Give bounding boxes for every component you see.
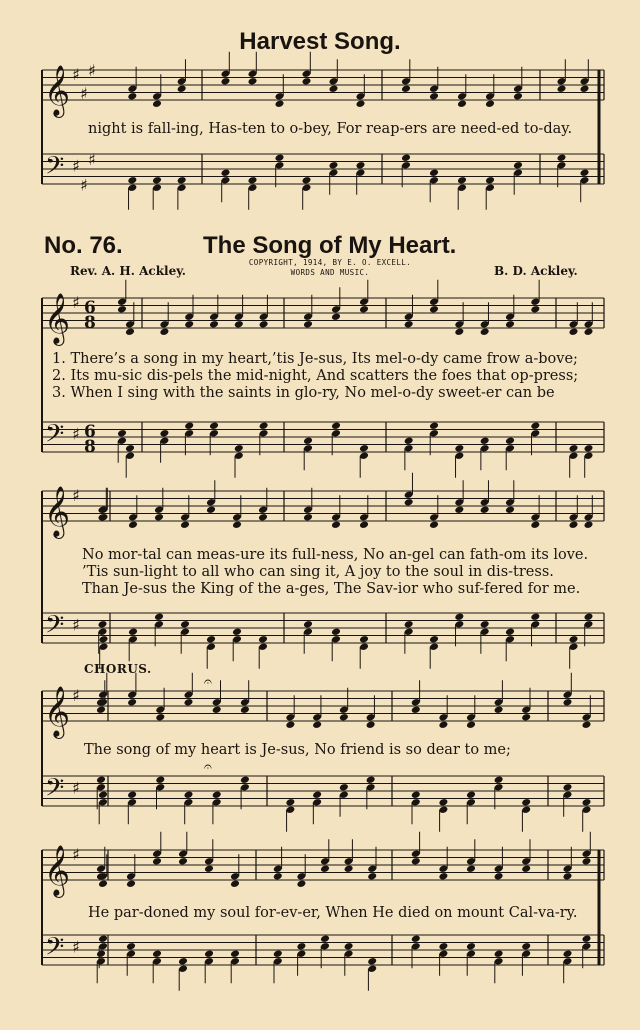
note-head	[127, 176, 137, 185]
note-head	[359, 444, 369, 453]
note-head	[98, 934, 108, 943]
note-head	[569, 635, 579, 644]
note-head	[563, 949, 573, 958]
note-head	[569, 444, 579, 453]
note-head	[401, 153, 411, 162]
note-head	[521, 713, 531, 722]
note-head	[494, 775, 504, 784]
note-head	[356, 99, 366, 108]
note-head	[127, 92, 137, 101]
note-head	[530, 612, 540, 621]
sharp-icon: ♯	[72, 686, 80, 705]
note-head	[296, 942, 306, 951]
note-head	[128, 627, 138, 636]
verse-line-3: 3. When I sing with the saints in glo-ry, No mel-o-dy sweet-er can be	[52, 385, 555, 401]
sharp-icon: ♯	[72, 424, 80, 444]
sharp-icon: ♯	[72, 845, 80, 864]
fermata-icon: 𝄐	[204, 674, 212, 690]
note-head	[466, 790, 476, 799]
note-head	[411, 934, 421, 943]
note-head	[234, 320, 244, 329]
chorus-line-1: The song of my heart is Je-sus, No friend is so dear to me;	[84, 742, 511, 758]
note-head	[155, 775, 165, 784]
note-head	[273, 872, 283, 881]
note-head	[584, 444, 594, 453]
note-head	[521, 864, 531, 873]
sharp-icon: ♯	[72, 65, 80, 84]
note-head	[204, 949, 214, 958]
note-head	[344, 864, 354, 873]
note-head	[285, 720, 295, 729]
note-head	[404, 498, 414, 507]
note-head	[154, 612, 164, 621]
note-head	[98, 513, 108, 522]
sharp-icon: ♯	[88, 150, 96, 169]
note-head	[329, 161, 339, 170]
note-head	[234, 444, 244, 453]
note-head	[367, 872, 377, 881]
note-head	[99, 635, 109, 644]
note-head	[404, 620, 414, 629]
treble-clef-icon: 𝄞	[44, 486, 71, 537]
note-head	[494, 705, 504, 714]
note-head	[429, 168, 439, 177]
note-head	[177, 176, 187, 185]
note-head	[302, 176, 312, 185]
note-head	[466, 864, 476, 873]
note-head	[480, 620, 490, 629]
note-head	[98, 790, 108, 799]
bass-clef-icon: 𝄢	[45, 610, 65, 646]
bass-clef-icon: 𝄢	[45, 773, 65, 809]
verse-line-1: 1. There’s a song in my heart,’tis Je-sus, Its mel-o-dy came frow a-bove;	[52, 351, 578, 367]
note-head	[505, 436, 515, 445]
note-head	[429, 520, 439, 529]
note-head	[331, 520, 341, 529]
note-head	[178, 857, 188, 866]
note-head	[127, 790, 137, 799]
note-head	[438, 942, 448, 951]
note-head	[557, 153, 567, 162]
note-head	[359, 635, 369, 644]
note-head	[580, 168, 590, 177]
note-head	[312, 720, 322, 729]
note-head	[457, 176, 467, 185]
note-head	[429, 305, 439, 314]
note-head	[230, 879, 240, 888]
note-head	[563, 783, 573, 792]
note-head	[366, 775, 376, 784]
harvest-song-title: Harvest Song.	[239, 28, 401, 55]
note-head	[248, 77, 258, 86]
note-head	[480, 327, 490, 336]
note-head	[344, 942, 354, 951]
note-head	[152, 857, 162, 866]
note-head	[521, 942, 531, 951]
note-head	[178, 957, 188, 966]
note-head	[98, 879, 108, 888]
harvest-lyric: night is fall-ing, Has-ten to o-bey, For reap-ers are need-ed to-day.	[88, 121, 573, 137]
note-head	[152, 949, 162, 958]
note-head	[275, 99, 285, 108]
note-head	[240, 775, 250, 784]
note-head	[530, 421, 540, 430]
note-head	[240, 705, 250, 714]
sharp-icon: ♯	[80, 84, 88, 103]
note-head	[563, 698, 573, 707]
note-head	[339, 713, 349, 722]
note-head	[159, 429, 169, 438]
note-head	[582, 798, 592, 807]
note-head	[505, 627, 515, 636]
chorus-label: CHORUS.	[84, 662, 152, 676]
note-head	[521, 798, 531, 807]
note-head	[152, 176, 162, 185]
note-head	[505, 320, 515, 329]
note-head	[331, 421, 341, 430]
note-head	[285, 798, 295, 807]
note-head	[221, 77, 231, 86]
note-head	[494, 872, 504, 881]
copyright-line1: COPYRIGHT, 1914, BY E. O. EXCELL.	[248, 258, 412, 267]
note-head	[303, 436, 313, 445]
treble-clef-icon: 𝄞	[44, 686, 71, 737]
author-credit: Rev. A. H. Ackley.	[70, 264, 186, 278]
note-head	[117, 305, 127, 314]
bass-clef-icon: 𝄢	[45, 932, 65, 968]
note-head	[320, 864, 330, 873]
sharp-icon: ♯	[80, 175, 88, 195]
note-head	[125, 327, 135, 336]
hymn-number: No. 76.	[44, 232, 123, 259]
note-head	[367, 957, 377, 966]
note-head	[580, 84, 590, 93]
note-head	[184, 790, 194, 799]
note-head	[513, 92, 523, 101]
note-head	[582, 857, 592, 866]
verse-line-5: ’Tis sun-light to all who can sing it, A joy to the soul in dis-tress.	[82, 564, 554, 580]
note-head	[230, 949, 240, 958]
note-head	[404, 320, 414, 329]
note-head	[117, 429, 127, 438]
time-signature-top: 6	[84, 298, 96, 318]
note-head	[356, 161, 366, 170]
sharp-icon: ♯	[72, 937, 80, 957]
note-head	[438, 720, 448, 729]
note-head	[505, 505, 515, 514]
bass-clef-icon: 𝄢	[45, 419, 65, 455]
note-head	[557, 84, 567, 93]
note-head	[96, 949, 106, 958]
note-head	[177, 84, 187, 93]
note-head	[429, 92, 439, 101]
note-head	[303, 620, 313, 629]
verse-line-2: 2. Its mu-sic dis-pels the mid-night, And scatters the foes that op-press;	[52, 368, 579, 384]
time-signature-bottom: 8	[84, 437, 96, 457]
note-head	[429, 421, 439, 430]
note-head	[212, 705, 222, 714]
note-head	[530, 520, 540, 529]
note-head	[584, 520, 594, 529]
note-head	[312, 790, 322, 799]
sharp-icon: ♯	[72, 486, 80, 505]
copyright-line2: WORDS AND MUSIC.	[290, 268, 370, 277]
sharp-icon: ♯	[88, 61, 96, 80]
treble-clef-icon: 𝄞	[44, 293, 71, 344]
note-head	[582, 720, 592, 729]
note-head	[366, 720, 376, 729]
note-head	[530, 305, 540, 314]
sharp-icon: ♯	[72, 778, 80, 798]
note-head	[98, 620, 108, 629]
note-head	[275, 153, 285, 162]
note-head	[454, 327, 464, 336]
note-head	[582, 934, 592, 943]
note-head	[339, 783, 349, 792]
note-head	[180, 520, 190, 529]
note-head	[438, 798, 448, 807]
note-head	[569, 520, 579, 529]
note-head	[206, 635, 216, 644]
note-head	[480, 505, 490, 514]
note-head	[184, 320, 194, 329]
note-head	[128, 520, 138, 529]
note-head	[404, 436, 414, 445]
note-head	[258, 513, 268, 522]
composer-credit: B. D. Ackley.	[494, 264, 578, 278]
note-head	[466, 942, 476, 951]
note-head	[221, 168, 231, 177]
time-signature-top: 6	[84, 422, 96, 442]
note-head	[152, 99, 162, 108]
note-head	[457, 99, 467, 108]
note-head	[209, 320, 219, 329]
note-head	[184, 421, 194, 430]
note-head	[259, 320, 269, 329]
note-head	[180, 620, 190, 629]
note-head	[248, 176, 258, 185]
note-head	[584, 327, 594, 336]
treble-clef-icon: 𝄞	[44, 845, 71, 896]
note-head	[494, 949, 504, 958]
note-head	[159, 327, 169, 336]
note-head	[273, 949, 283, 958]
note-head	[209, 421, 219, 430]
note-head	[259, 421, 269, 430]
note-head	[584, 612, 594, 621]
note-head	[155, 713, 165, 722]
note-head	[303, 513, 313, 522]
note-head	[513, 161, 523, 170]
note-head	[206, 505, 216, 514]
note-head	[184, 698, 194, 707]
hymn-title: The Song of My Heart.	[203, 232, 457, 259]
chorus-line-2: He par-doned my soul for-ev-er, When He died on mount Cal-va-ry.	[88, 905, 578, 921]
note-head	[454, 444, 464, 453]
verse-line-6: Than Je-sus the King of the a-ges, The Sav-ior who suf-fered for me.	[82, 581, 581, 597]
sharp-icon: ♯	[72, 615, 80, 635]
note-head	[127, 698, 137, 707]
note-head	[96, 775, 106, 784]
note-head	[411, 705, 421, 714]
note-head	[96, 705, 106, 714]
note-head	[411, 790, 421, 799]
note-head	[466, 720, 476, 729]
note-head	[126, 879, 136, 888]
note-head	[569, 327, 579, 336]
fermata-icon: 𝄐	[204, 759, 212, 775]
note-head	[480, 436, 490, 445]
note-head	[212, 790, 222, 799]
note-head	[320, 934, 330, 943]
note-head	[485, 99, 495, 108]
note-head	[454, 505, 464, 514]
sharp-icon: ♯	[72, 293, 80, 312]
note-head	[563, 872, 573, 881]
note-head	[329, 84, 339, 93]
note-head	[232, 627, 242, 636]
note-head	[302, 77, 312, 86]
note-head	[303, 320, 313, 329]
note-head	[485, 176, 495, 185]
note-head	[331, 627, 341, 636]
note-head	[429, 635, 439, 644]
note-head	[154, 513, 164, 522]
note-head	[331, 312, 341, 321]
note-head	[411, 857, 421, 866]
note-head	[454, 612, 464, 621]
note-head	[204, 864, 214, 873]
bass-clef-icon: 𝄢	[45, 151, 65, 187]
note-head	[126, 942, 136, 951]
note-head	[359, 520, 369, 529]
note-head	[438, 872, 448, 881]
note-head	[296, 879, 306, 888]
note-head	[401, 84, 411, 93]
note-head	[258, 635, 268, 644]
time-signature-bottom: 8	[84, 313, 96, 333]
note-head	[359, 305, 369, 314]
verse-line-4: No mor-tal can meas-ure its full-ness, No an-gel can fath-om its love.	[82, 547, 589, 563]
treble-clef-icon: 𝄞	[44, 65, 71, 116]
sharp-icon: ♯	[72, 156, 80, 176]
note-head	[125, 444, 135, 453]
note-head	[232, 520, 242, 529]
